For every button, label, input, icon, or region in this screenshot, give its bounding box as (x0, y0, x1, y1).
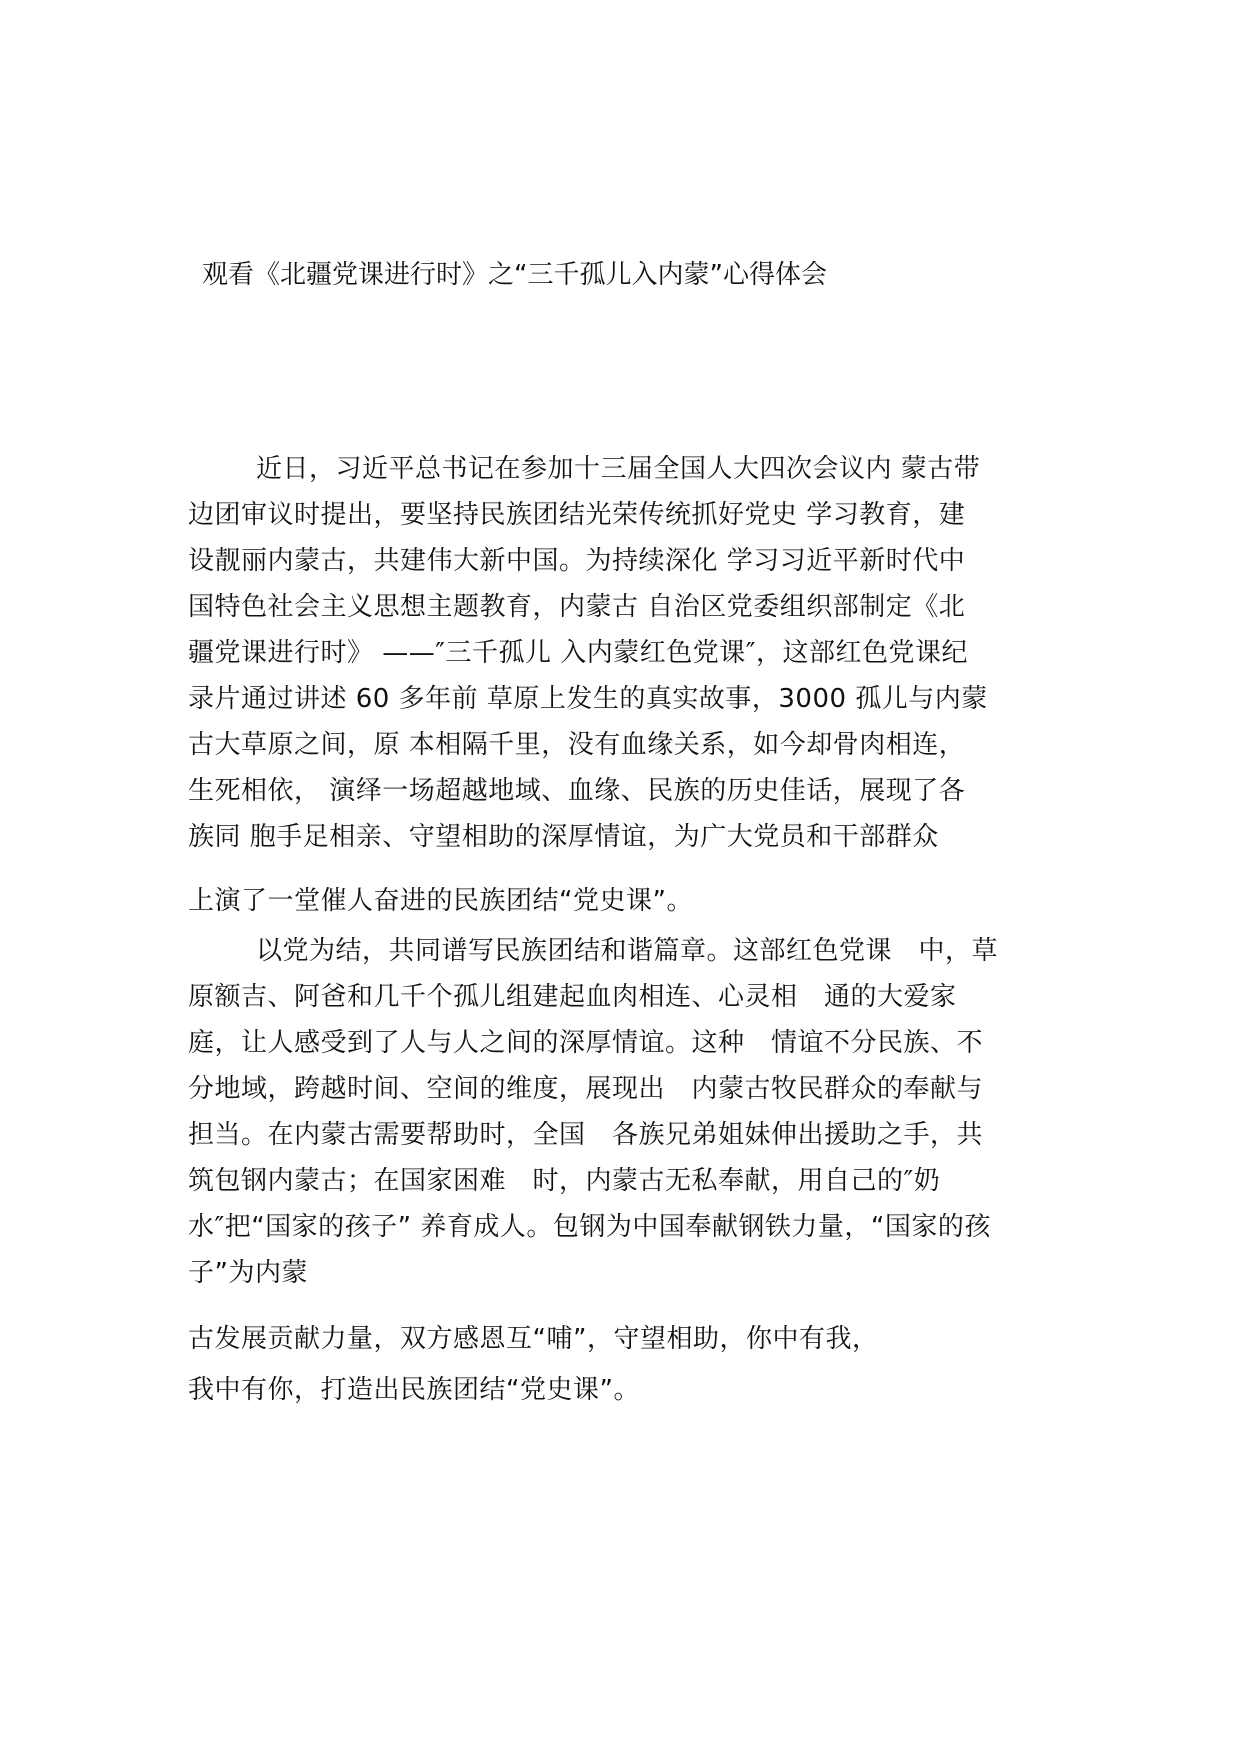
body-line: 近日，习近平总书记在参加十三届全国人大四次会议内 蒙古带 (256, 454, 981, 484)
body-line: 古大草原之间，原 本相隔千里，没有血缘关系，如今却骨肉相连， (188, 730, 966, 760)
body-line: 生死相依， 演绎一场超越地域、血缘、民族的历史佳话，展现了各 (188, 776, 966, 806)
body-line: 水″把“国家的孩子” 养育成人。包钢为中国奉献钢铁力量，“国家的孩 (188, 1212, 991, 1242)
body-line: 原额吉、阿爸和几千个孤儿组建起血肉相连、心灵相 通的大爱家 (188, 982, 957, 1012)
body-line: 筑包钢内蒙古；在国家困难 时，内蒙古无私奉献，用自己的″奶 (188, 1166, 941, 1196)
body-line: 庭，让人感受到了人与人之间的深厚情谊。这种 情谊不分民族、不 (188, 1028, 984, 1058)
body-line: 族同 胞手足相亲、守望相助的深厚情谊，为广大党员和干部群众 (188, 822, 939, 852)
body-line: 子”为内蒙 (188, 1258, 308, 1288)
body-line: 担当。在内蒙古需要帮助时，全国 各族兄弟姐妹伸出援助之手，共 (188, 1120, 984, 1150)
body-line: 古发展贡献力量，双方感恩互“哺”，守望相助，你中有我， (188, 1324, 879, 1354)
body-line: 国特色社会主义思想主题教育，内蒙古 自治区党委组织部制定《北 (188, 592, 966, 622)
body-line: 录片通过讲述 60 多年前 草原上发生的真实故事，3000 孤儿与内蒙 (188, 684, 988, 714)
document-title: 观看《北疆党课进行时》之“三千孤儿入内蒙”心得体会 (202, 260, 827, 290)
body-line: 边团审议时提出，要坚持民族团结光荣传统抓好党史 学习教育，建 (188, 500, 966, 530)
body-line: 疆党课进行时》 ——″三千孤儿 入内蒙红色党课″，这部红色党课纪 (188, 638, 968, 668)
body-line: 我中有你，打造出民族团结“党史课”。 (188, 1375, 640, 1405)
body-line: 以党为结，共同谱写民族团结和谐篇章。这部红色党课 中，草 (256, 936, 999, 966)
body-line: 上演了一堂催人奋进的民族团结“党史课”。 (188, 886, 693, 916)
body-line: 分地域，跨越时间、空间的维度，展现出 内蒙古牧民群众的奉献与 (188, 1074, 984, 1104)
body-line: 设靓丽内蒙古，共建伟大新中国。为持续深化 学习习近平新时代中 (188, 546, 966, 576)
